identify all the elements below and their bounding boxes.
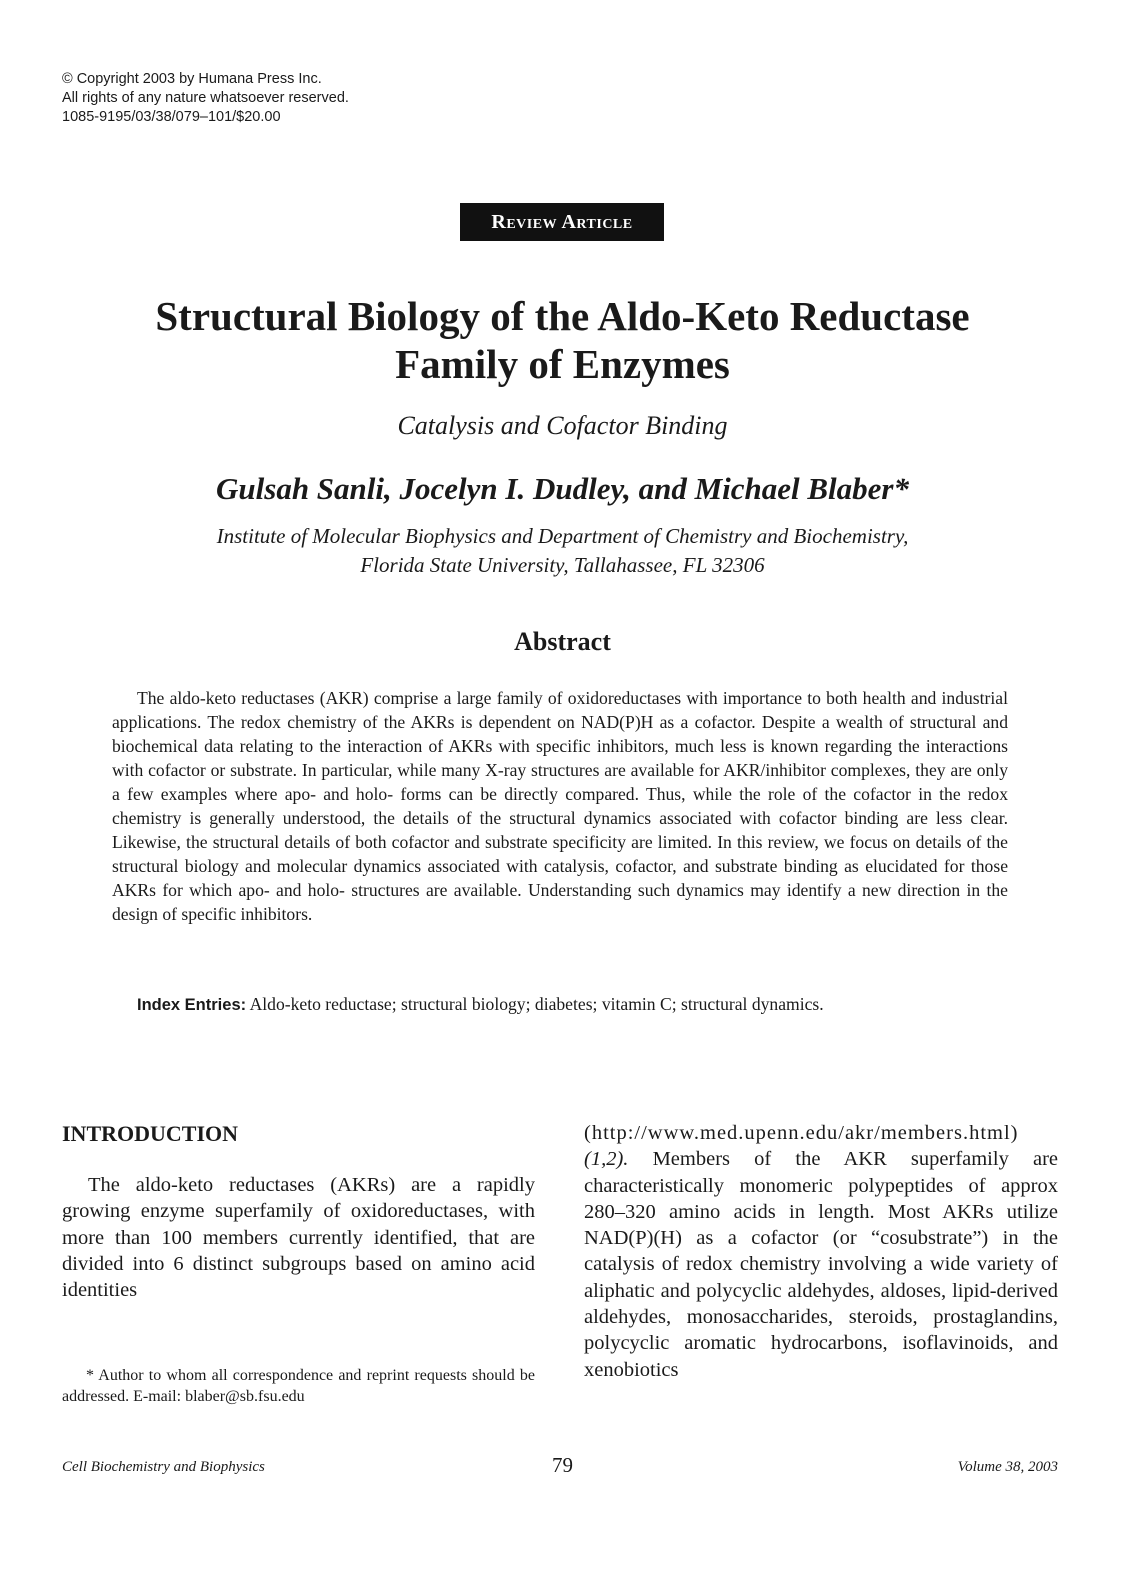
abstract-body: The aldo-keto reductases (AKR) comprise a large family of oxidoreductases with importance to both health and industrial applications. The redox chemistry of the AKRs is dependent on NAD(P)H as a cofactor. Despite a wealth of structural and biochemical data relating to the interaction of AKRs with specific inhibitors, much less is known regarding the interactions with cofactor or substrate. In particular, while many X-ray structures are available for AKR/inhibitor complexes, they are only a few examples where apo- and holo- forms can be directly compared. Thus, while the role of the cofactor in the redox chemistry is generally understood, the details of the structural dynamics associated with cofactor binding are less clear. Likewise, the structural details of both cofactor and substrate specificity are limited. In this review, we focus on details of the structural biology and molecular dynamics associated with catalysis, cofactor, and substrate binding as elucidated for those AKRs for which apo- and holo- structures are available. Understanding such dynamics may identify a new direction in the design of specific inhibitors. <box>112 688 1008 924</box>
affiliation <box>0 522 1125 580</box>
affiliation-line-2: Florida State University, Tallahassee, FL 32306 <box>360 553 765 577</box>
copyright-notice <box>62 70 349 127</box>
introduction-heading: INTRODUCTION <box>62 1121 239 1146</box>
corresponding-author-footnote: * Author to whom all correspondence and reprint requests should be addressed. E-mail: blaber@sb.fsu.edu <box>62 1367 535 1405</box>
akr-website-link[interactable]: (http://www.med.upenn.edu/akr/members.html) <box>584 1122 1019 1144</box>
copyright-line: © Copyright 2003 by Humana Press Inc. <box>62 71 322 87</box>
index-entries-text: Aldo-keto reductase; structural biology; diabetes; vitamin C; structural dynamics. <box>249 994 824 1014</box>
journal-name: Cell Biochemistry and Biophysics <box>62 1459 265 1475</box>
issn-line: 1085-9195/03/38/079–101/$20.00 <box>62 109 281 125</box>
index-entries <box>112 992 1008 1017</box>
rights-line: All rights of any nature whatsoever reserved. <box>62 90 349 106</box>
title-line-1: Structural Biology of the Aldo-Keto Reductase <box>155 293 970 339</box>
introduction-left-column: The aldo-keto reductases (AKRs) are a rapidly growing enzyme superfamily of oxidoreductases, with more than 100 members currently identified, that are divided into 6 distinct subgroups based on amino acid identities <box>62 1174 535 1302</box>
article-type-banner: Review Article <box>460 203 664 241</box>
title-line-2: Family of Enzymes <box>395 341 730 387</box>
affiliation-line-1: Institute of Molecular Biophysics and Department of Chemistry and Biochemistry, <box>216 524 909 548</box>
volume-year: Volume 38, 2003 <box>957 1459 1058 1475</box>
article-subtitle: Catalysis and Cofactor Binding <box>397 411 728 440</box>
introduction-right-column <box>584 1120 1058 1383</box>
abstract-heading: Abstract <box>514 627 611 656</box>
author-list: Gulsah Sanli, Jocelyn I. Dudley, and Michael Blaber* <box>216 471 909 506</box>
citation-reference: (1,2). <box>584 1148 629 1171</box>
right-column-text: Members of the AKR superfamily are characteristically monomeric polypeptides of approx 280–320 amino acids in length. Most AKRs utilize NAD(P)(H) as a cofactor (or “cosubstrate”) in the catalysis of redox chemistry involving a wide variety of aliphatic and polycyclic aldehydes, aldoses, lipid-derived aldehydes, monosaccharides, steroids, prostaglandins, polycyclic aromatic hydrocarbons, isoflavinoids, and xenobiotics <box>584 1148 1059 1381</box>
index-entries-label: Index Entries: <box>137 996 247 1014</box>
article-title <box>0 292 1125 388</box>
page-number: 79 <box>552 1453 573 1477</box>
